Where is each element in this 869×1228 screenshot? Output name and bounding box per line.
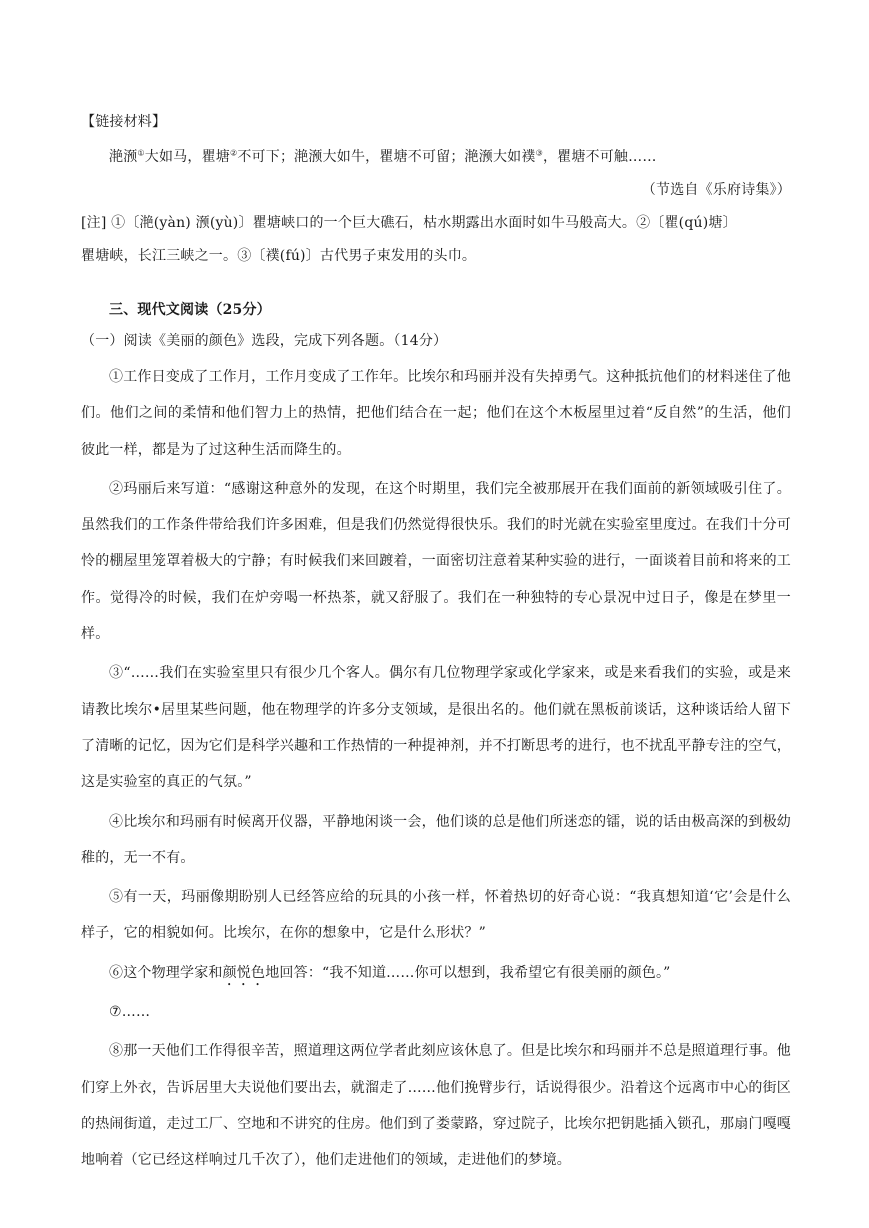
note-line-1: [注] ①〔滟(yàn) 滪(yù)〕瞿塘峡口的一个巨大礁石，枯水期露出水面时如牛马般高大。②〔瞿(qú)塘〕 [81,215,737,231]
poem-part-2: 大如马，瞿塘 [144,149,230,165]
poem-source: （节选自《乐府诗集》） [641,182,791,198]
sub-section-title: （一）阅读《美丽的颜色》选段，完成下列各题。（14分） [81,333,448,349]
footnote-marker-2: ② [229,148,238,158]
poem-part-3: 不可下；滟滪大如牛，瞿塘不可留；滟滪大如襆 [237,149,536,165]
paragraph-3: ③“……我们在实验室里只有很少几个客人。偶尔有几位物理学家或化学家来，或是来看我们的实验，或是来请教比埃尔•居里某些问题，他在物理学的许多分支领域，是很出名的。他们就在黑板前谈话，这种谈话给人留下了清晰的记忆，因为它们是科学兴趣和工作热情的一种提神剂，并不打断思考的进行，也不扰乱平静专注的空气，这是实验室的真正的气氛。” [81,665,791,791]
poem-line [81,141,791,174]
paragraph-6-part-1: ⑥这个物理学家和 [109,964,223,981]
paragraph-8: ⑧那一天他们工作得很辛苦，照道理这两位学者此刻应该休息了。但是比埃尔和玛丽并不总是照道理行事。他们穿上外衣，告诉居里大夫说他们要出去，就溜走了……他们挽臂步行，话说得很少。沿着这个远离市中心的街区的热闹街道，走过工厂、空地和不讲究的住房。他们到了娄蒙路，穿过院子，比埃尔把钥匙插入锁孔，那扇门嘎嘎地响着（它已经这样响过几千次了），他们走进他们的领域，走进他们的梦境。 [81,1043,791,1169]
paragraph-7: ⑦…… [109,1004,151,1021]
poem-part-1: 滟滪 [109,149,138,165]
paragraph-2: ②玛丽后来写道：“感谢这种意外的发现，在这个时期里，我们完全被那展开在我们面前的新领域吸引住了。虽然我们的工作条件带给我们许多困难，但是我们仍然觉得很快乐。我们的时光就在实验室里度过。在我们十分可怜的棚屋里笼罩着极大的宁静；有时候我们来回踱着，一面密切注意着某种实验的进行，一面谈着目前和将来的工作。觉得冷的时候，我们在炉旁喝一杯热茶，就又舒服了。我们在一种独特的专心景况中过日子，像是在梦里一样。 [81,480,791,643]
note-line-2: 瞿塘峡，长江三峡之一。③〔襆(fú)〕古代男子束发用的头巾。 [81,248,477,264]
paragraph-6 [81,955,791,991]
footnote-marker-1: ① [137,148,145,158]
paragraph-5: ⑤有一天，玛丽像期盼别人已经答应给的玩具的小孩一样，怀着热切的好奇心说：“我真想知道‘它’会是什么样子，它的相貌如何。比埃尔，在你的想象中，它是什么形状？” [81,889,791,942]
section-title: 三、现代文阅读（25分） [109,302,271,318]
paragraph-4: ④比埃尔和玛丽有时候离开仪器，平静地闲谈一会，他们谈的总是他们所迷恋的镭，说的话由极高深的到极幼稚的，无一不有。 [81,813,791,866]
emphasized-word: 颜悦色 [222,964,266,981]
document-content [81,114,791,1179]
footnote-marker-3: ③ [535,148,543,158]
link-material-label: 【链接材料】 [81,114,167,130]
paragraph-1: ①工作日变成了工作月，工作月变成了工作年。比埃尔和玛丽并没有失掉勇气。这种抵抗他们的材料迷住了他们。他们之间的柔情和他们智力上的热情，把他们结合在一起；他们在这个木板屋里过着“反自然”的生活，他们彼此一样，都是为了过这种生活而降生的。 [81,369,791,458]
paragraph-6-part-2: 地回答：“我不知道……你可以想到，我希望它有很美丽的颜色。” [265,964,671,981]
poem-part-4: ，瞿塘不可触…… [542,149,657,165]
